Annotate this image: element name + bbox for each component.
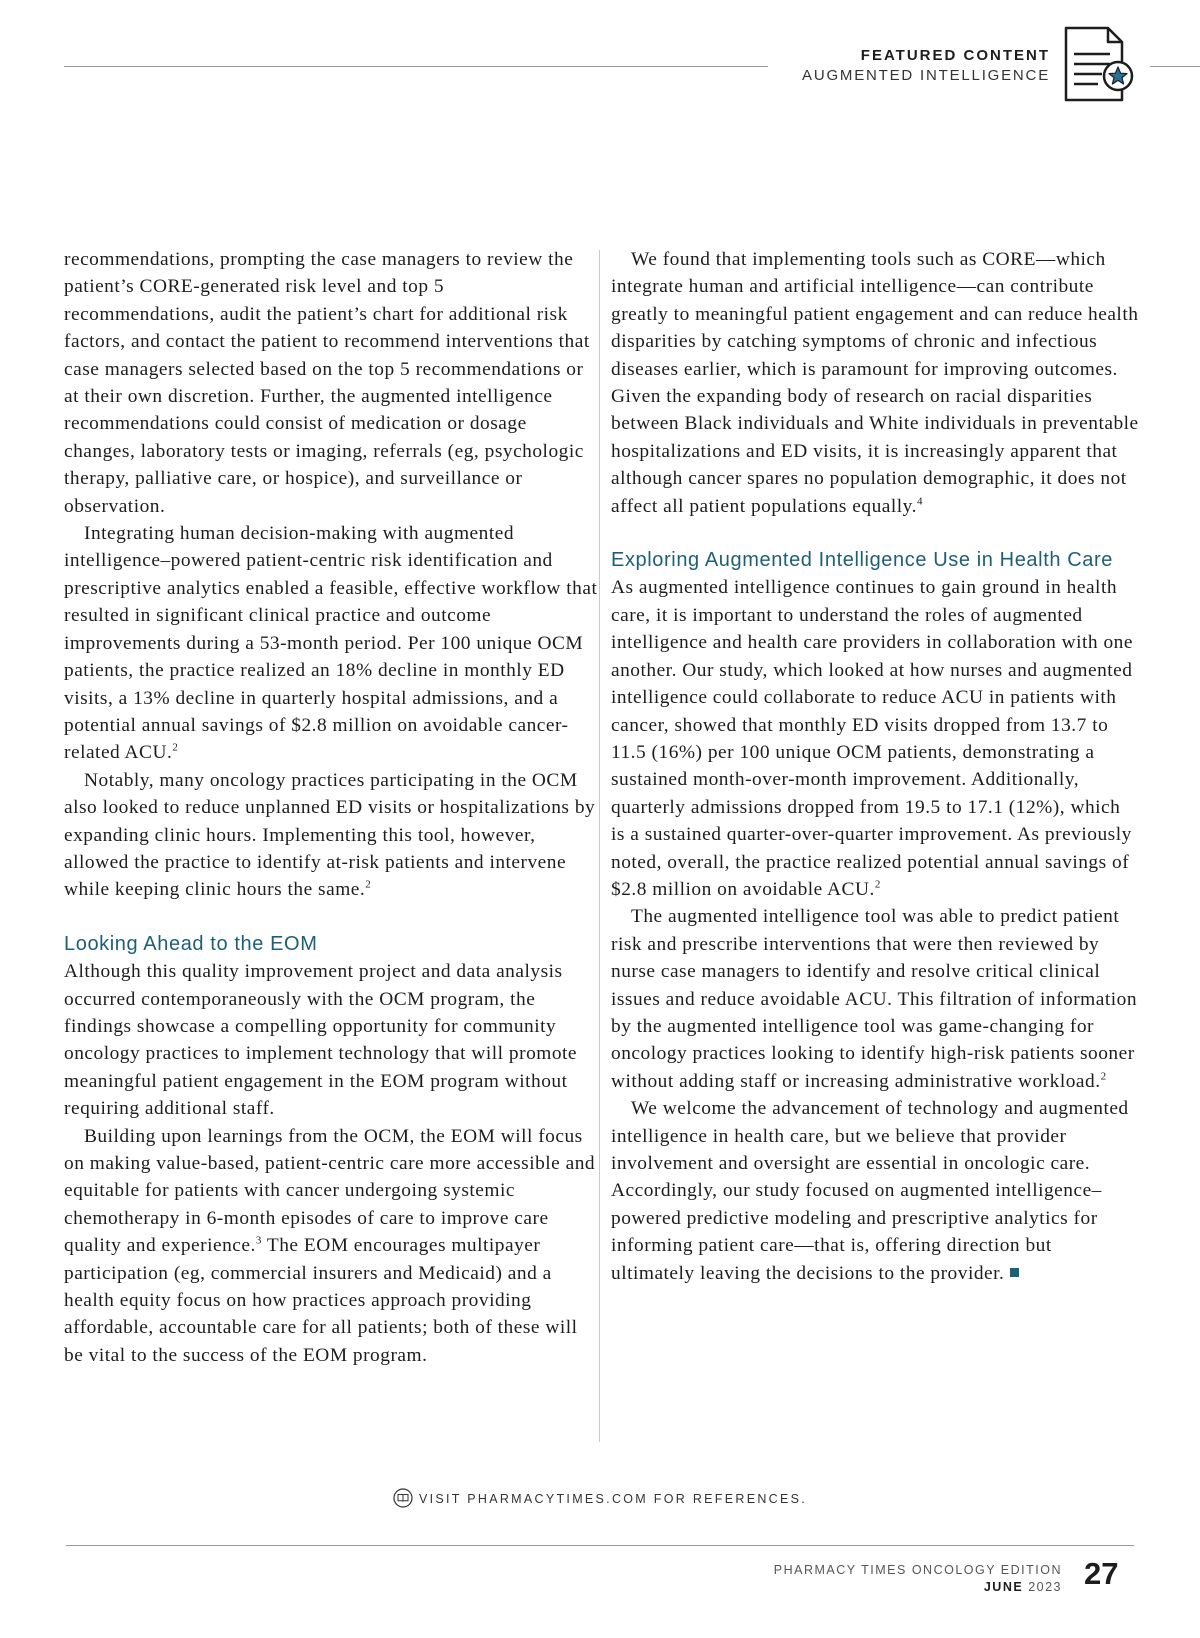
running-footer bbox=[774, 1562, 1062, 1596]
right-column bbox=[611, 246, 1139, 1287]
paragraph-text: We found that implementing tools such as CORE—which integrate human and artificial intelligence—can contribute greatly to meaningful patient engagement and can reduce health disparities by catching symptoms of chronic and infectious diseases earlier, which is paramount for improving outcomes. Given the expanding body of research on racial disparities between Black individuals and White individuals in preventable hospitalizations and ED visits, it is increasingly apparent that although cancer spares no population demographic, it does not affect all patient populations equally. bbox=[611, 249, 1139, 517]
running-header bbox=[802, 46, 1050, 86]
section-heading: Exploring Augmented Intelligence Use in Health Care bbox=[611, 549, 1113, 572]
book-circle-icon bbox=[393, 1488, 413, 1508]
end-of-article-mark bbox=[1010, 1268, 1019, 1277]
issue-month: JUNE bbox=[983, 1580, 1024, 1594]
reference-marker: 4 bbox=[916, 495, 923, 508]
header-rule-left bbox=[64, 66, 768, 67]
page-number: 27 bbox=[1084, 1556, 1119, 1591]
header-rule-right bbox=[1150, 66, 1200, 67]
issue-year: 2023 bbox=[1028, 1580, 1062, 1594]
paragraph-text: Notably, many oncology practices participating in the OCM also looked to reduce unplanned ED visits or hospitalizations by expanding clinic hours. Implementing this tool, however, allowed the practice to identify at-risk patients and intervene while keeping clinic hours the same. bbox=[64, 769, 596, 901]
reference-marker: 2 bbox=[172, 741, 179, 754]
reference-marker: 2 bbox=[365, 878, 372, 891]
paragraph-text: We welcome the advancement of technology and augmented intelligence in health care, but we believe that provider involvement and oversight are essential in oncologic care. Accordingly, our study focused on augmented intelligence–powered predictive modeling and prescriptive analytics for informing patient care—that is, offering direction but ultimately leaving the decisions to the provider. bbox=[611, 1098, 1129, 1284]
column-divider bbox=[599, 250, 600, 1442]
reference-marker: 2 bbox=[1100, 1070, 1107, 1083]
paragraph-text: The augmented intelligence tool was able to predict patient risk and prescribe interventions that were then reviewed by nurse case managers to identify and resolve critical clinical issues and reduce avoidable ACU. This filtration of information by the augmented intelligence tool was game-changing for oncology practices looking to identify high-risk patients sooner without adding staff or increasing administrative workload. bbox=[611, 906, 1138, 1092]
paragraph-text: As augmented intelligence continues to gain ground in health care, it is important to understand the roles of augmented intelligence and health care providers in collaboration with one another. Our study, which looked at how nurses and augmented intelligence could collaborate to reduce ACU in patients with cancer, showed that monthly ED visits dropped from 13.7 to 11.5 (16%) per 100 unique OCM patients, demonstrating a sustained month-over-month improvement. Additionally, quarterly admissions dropped from 19.5 to 17.1 (12%), which is a sustained quarter-over-quarter improvement. As previously noted, overall, the practice realized potential annual savings of $2.8 million on avoidable ACU. bbox=[611, 577, 1133, 900]
paragraph-text: Building upon learnings from the OCM, the EOM will focus on making value-based, patient-centric care more accessible and equitable for patients with cancer undergoing systemic chemotherapy in 6-month episodes of care to improve care quality and experience. bbox=[64, 1125, 596, 1257]
reference-marker: 3 bbox=[255, 1234, 262, 1247]
references-note bbox=[0, 1488, 1200, 1508]
paragraph-text: The EOM encourages multipayer participation (eg, commercial insurers and Medicaid) and a health equity focus on how practices approach providing affordable, accountable care for all patients; both of these will be vital to the success of the EOM program. bbox=[64, 1235, 578, 1366]
paragraph-text: Integrating human decision-making with augmented intelligence–powered patient-centric risk identification and prescriptive analytics enabled a feasible, effective workflow that resulted in significant clinical practice and outcome improvements during a 53-month period. Per 100 unique OCM patients, the practice realized an 18% decline in monthly ED visits, a 13% decline in quarterly hospital admissions, and a potential annual savings of $2.8 million on avoidable cancer-related ACU. bbox=[64, 523, 598, 764]
document-star-icon bbox=[1058, 24, 1140, 108]
issue-date bbox=[774, 1579, 1062, 1596]
section-heading: Looking Ahead to the EOM bbox=[64, 932, 318, 955]
paragraph bbox=[611, 246, 1139, 520]
header-kicker: FEATURED CONTENT bbox=[860, 47, 1050, 64]
paragraph bbox=[64, 767, 598, 904]
paragraph: recommendations, prompting the case managers to review the patient’s CORE-generated risk level and top 5 recommendations, audit the patient’s chart for additional risk factors, and contact the patient to recommend interventions that case managers selected based on the top 5 recommendations or at their own discretion. Further, the augmented intelligence recommendations could consist of medication or dosage changes, laboratory tests or imaging, referrals (eg, psychologic therapy, palliative care, or hospice), and surveillance or observation. bbox=[64, 249, 590, 517]
references-note-text: VISIT PHARMACYTIMES.COM FOR REFERENCES. bbox=[418, 1492, 808, 1506]
paragraph bbox=[64, 1123, 598, 1370]
left-column bbox=[64, 246, 598, 1369]
reference-marker: 2 bbox=[874, 878, 881, 891]
paragraph bbox=[64, 520, 598, 767]
paragraph bbox=[611, 1095, 1139, 1287]
header-section: AUGMENTED INTELLIGENCE bbox=[802, 67, 1050, 84]
footer-rule bbox=[66, 1545, 1134, 1546]
publication-name: PHARMACY TIMES ONCOLOGY EDITION bbox=[773, 1563, 1062, 1577]
paragraph bbox=[611, 903, 1139, 1095]
paragraph bbox=[611, 574, 1139, 903]
paragraph: Although this quality improvement project and data analysis occurred contemporaneously with the OCM program, the findings showcase a compelling opportunity for community oncology practices to implement technology that will promote meaningful patient engagement in the EOM program without requiring additional staff. bbox=[64, 961, 578, 1120]
